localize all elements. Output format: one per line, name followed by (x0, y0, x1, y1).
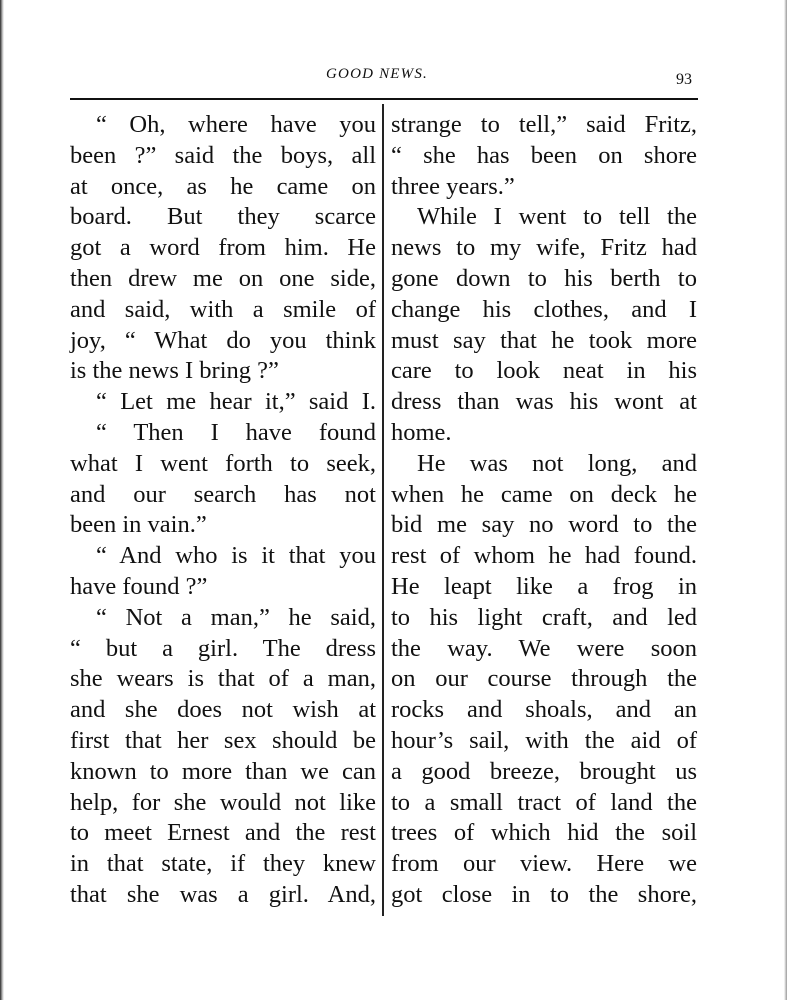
text-line: board. But they scarce (70, 203, 376, 231)
text-line: “ but a girl. The dress (70, 634, 376, 662)
text-line: known to more than we can (70, 757, 376, 785)
text-line: three years.” (391, 172, 515, 200)
text-line: been ?” said the boys, all (70, 141, 376, 169)
text-line: He leapt like a frog in (391, 572, 697, 600)
text-line: and our search has not (70, 480, 376, 508)
text-line: the way. We were soon (391, 634, 697, 662)
text-line: a good breeze, brought us (391, 757, 697, 785)
text-line: bid me say no word to the (391, 511, 697, 539)
left-column (70, 110, 376, 911)
text-line: got a word from him. He (70, 234, 376, 262)
text-line: “ Let me hear it,” said I. (96, 388, 376, 416)
column-divider (382, 104, 384, 916)
text-line: rocks and shoals, and an (391, 696, 697, 724)
right-column (391, 110, 697, 911)
text-line: “ Then I have found (96, 418, 376, 446)
running-head (0, 64, 787, 88)
text-line: “ Not a man,” he said, (96, 603, 376, 631)
text-line: joy, “ What do you think (70, 326, 376, 354)
text-line: must say that he took more (391, 326, 697, 354)
text-line: rest of whom he had found. (391, 542, 697, 570)
text-line: first that her sex should be (70, 726, 376, 754)
text-line: to a small tract of land the (391, 788, 697, 816)
text-line: change his clothes, and I (391, 295, 697, 323)
text-line: have found ?” (70, 572, 208, 600)
text-line: strange to tell,” said Fritz, (391, 111, 697, 138)
page-number: 93 (676, 71, 692, 88)
text-line: help, for she would not like (70, 788, 376, 816)
text-line: then drew me on one side, (70, 264, 376, 292)
text-line: and said, with a smile of (70, 295, 376, 323)
text-line: and she does not wish at (70, 696, 376, 724)
text-line: is the news I bring ?” (70, 357, 279, 385)
text-line: to his light craft, and led (391, 603, 697, 631)
text-line: when he came on deck he (391, 480, 697, 508)
text-line: “ And who is it that you (96, 542, 376, 570)
text-line: from our view. Here we (391, 850, 697, 878)
text-line: been in vain.” (70, 511, 207, 539)
text-line: what I went forth to seek, (70, 449, 376, 477)
text-line: care to look neat in his (391, 357, 697, 385)
header-rule (70, 98, 698, 100)
text-line: trees of which hid the soil (391, 819, 697, 847)
text-line: on our course through the (391, 665, 697, 693)
page-edge-shadow-left (0, 0, 4, 1000)
text-line: she wears is that of a man, (70, 665, 376, 693)
text-line: got close in to the shore, (391, 880, 697, 908)
text-line: “ Oh, where have you (96, 111, 376, 138)
text-line: While I went to tell the (417, 203, 697, 231)
text-line: at once, as he came on (70, 172, 376, 200)
text-line: He was not long, and (417, 449, 697, 477)
text-line: in that state, if they knew (70, 850, 376, 878)
text-line: home. (391, 418, 452, 446)
text-line: “ she has been on shore (391, 141, 697, 169)
text-line: news to my wife, Fritz had (391, 234, 697, 262)
text-line: gone down to his berth to (391, 264, 697, 292)
text-line: hour’s sail, with the aid of (391, 726, 697, 754)
text-line: dress than was his wont at (391, 388, 697, 416)
text-line: that she was a girl. And, (70, 880, 376, 908)
text-line: to meet Ernest and the rest (70, 819, 376, 847)
running-title: GOOD NEWS. (326, 66, 428, 82)
